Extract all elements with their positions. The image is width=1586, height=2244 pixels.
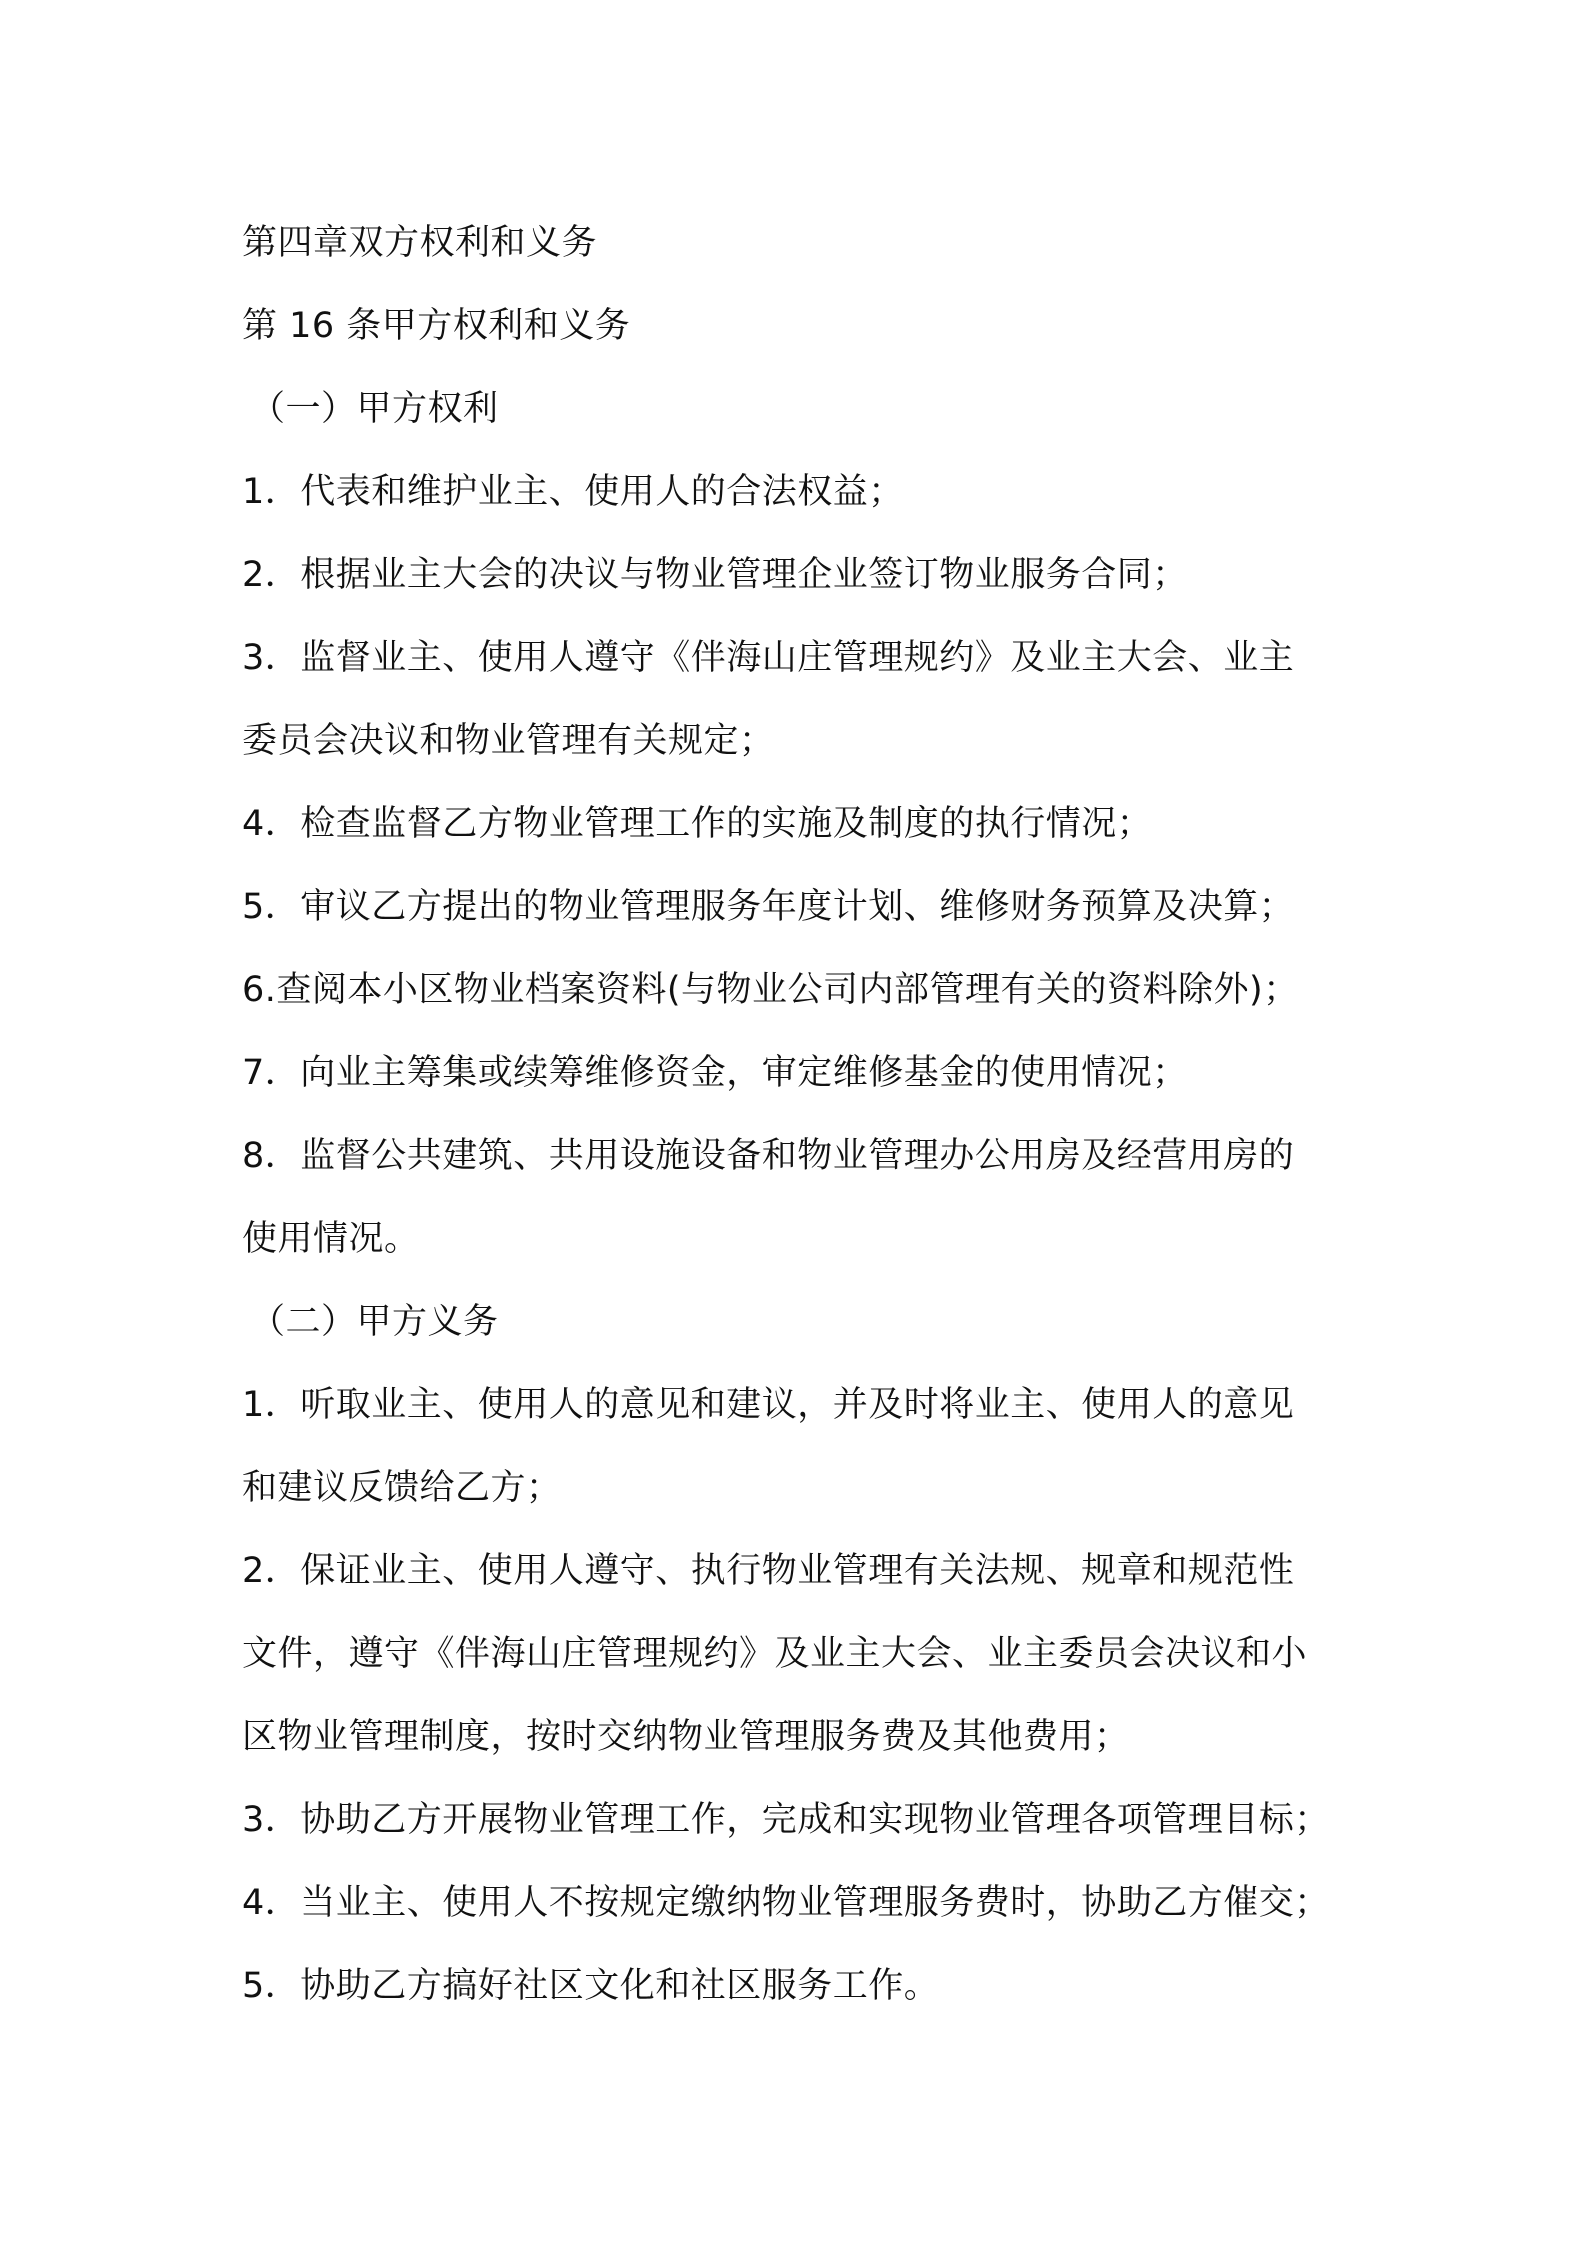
chapter-title: 第四章双方权利和义务 [242,223,598,263]
text-line: 4．检查监督乙方物业管理工作的实施及制度的执行情况； [242,804,1153,844]
text-line: 7．向业主筹集或续筹维修资金，审定维修基金的使用情况； [242,1053,1188,1093]
text-line: 1．代表和维护业主、使用人的合法权益； [242,472,904,512]
text-line: 6.查阅本小区物业档案资料(与物业公司内部管理有关的资料除外)； [242,970,1299,1010]
text-line: 3．协助乙方开展物业管理工作，完成和实现物业管理各项管理目标； [242,1800,1330,1840]
text-line: 和建议反馈给乙方； [242,1468,562,1508]
text-line: 5．审议乙方提出的物业管理服务年度计划、维修财务预算及决算； [242,887,1295,927]
section-heading-obligations: （二）甲方义务 [250,1302,499,1342]
text-line: 委员会决议和物业管理有关规定； [242,721,775,761]
text-line: 5．协助乙方搞好社区文化和社区服务工作。 [242,1966,940,2006]
section-heading-rights: （一）甲方权利 [250,389,499,429]
text-line: 3．监督业主、使用人遵守《伴海山庄管理规约》及业主大会、业主 [242,638,1295,678]
text-line: 文件，遵守《伴海山庄管理规约》及业主大会、业主委员会决议和小 [242,1634,1308,1674]
text-line: 4．当业主、使用人不按规定缴纳物业管理服务费时，协助乙方催交； [242,1883,1330,1923]
article-title: 第 16 条甲方权利和义务 [242,306,631,346]
text-line: 使用情况。 [242,1219,420,1259]
text-line: 区物业管理制度，按时交纳物业管理服务费及其他费用； [242,1717,1130,1757]
text-line: 1．听取业主、使用人的意见和建议，并及时将业主、使用人的意见 [242,1385,1295,1425]
text-line: 8．监督公共建筑、共用设施设备和物业管理办公用房及经营用房的 [242,1136,1295,1176]
text-line: 2．根据业主大会的决议与物业管理企业签订物业服务合同； [242,555,1188,595]
document-page [242,202,1372,2028]
text-line: 2．保证业主、使用人遵守、执行物业管理有关法规、规章和规范性 [242,1551,1295,1591]
